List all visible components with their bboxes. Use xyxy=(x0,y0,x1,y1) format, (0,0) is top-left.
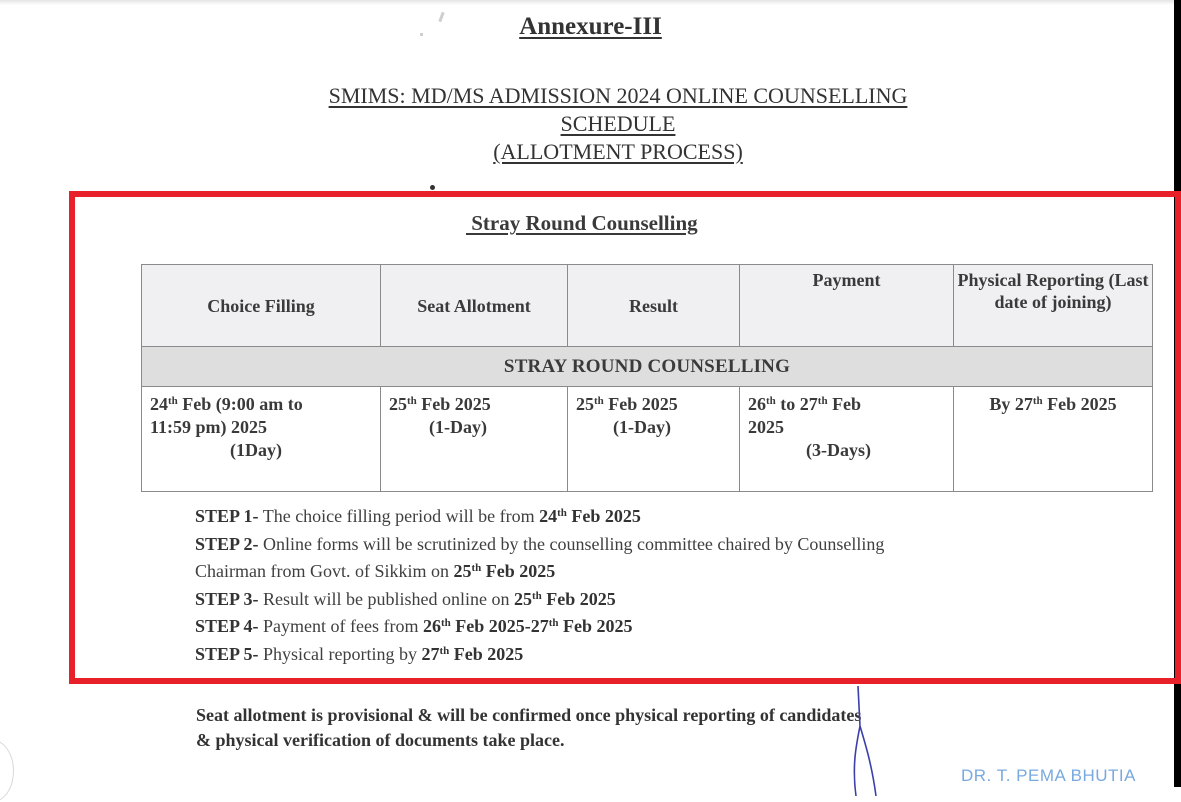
duration: (1-Day) xyxy=(429,417,487,437)
date-text: Feb (9:00 am to xyxy=(177,394,303,414)
step-label: STEP 1- xyxy=(195,506,259,526)
step-date: 26 xyxy=(422,616,441,636)
cell-result xyxy=(568,387,740,492)
ordinal-suffix: th xyxy=(557,507,567,519)
band-label: STRAY ROUND COUNSELLING xyxy=(142,347,1153,387)
ordinal-suffix: th xyxy=(407,395,417,407)
scan-dot xyxy=(430,185,435,190)
schedule-table xyxy=(141,264,1153,492)
note-line-2: & physical verification of documents take place. xyxy=(196,730,565,750)
provisional-note xyxy=(196,703,861,753)
ordinal-suffix: th xyxy=(471,562,482,574)
date-day: 26 xyxy=(748,394,766,414)
step-5 xyxy=(195,641,884,669)
cell-seat-allotment xyxy=(381,387,568,492)
header-result: Result xyxy=(568,265,740,347)
step-2 xyxy=(195,531,884,559)
ordinal-suffix: th xyxy=(594,395,604,407)
step-3 xyxy=(195,586,884,614)
step-text: Result will be published online on xyxy=(258,588,515,609)
annexure-title xyxy=(0,13,1181,41)
table-header-row xyxy=(142,265,1153,347)
ordinal-suffix: th xyxy=(817,395,828,407)
ordinal-suffix: th xyxy=(532,589,542,602)
date-day: 24 xyxy=(150,394,168,414)
signatory-stamp: DR. T. PEMA BHUTIA xyxy=(961,766,1136,785)
date-day: 25 xyxy=(576,394,594,414)
step-label: STEP 4- xyxy=(195,616,259,636)
steps-list xyxy=(195,503,884,668)
date-text: Feb 2025 xyxy=(1042,394,1117,414)
step-label: STEP 3- xyxy=(195,588,259,609)
page-top-shadow xyxy=(0,0,1181,5)
step-text: Payment of fees from xyxy=(258,616,423,636)
ordinal-suffix: th xyxy=(168,395,178,407)
main-title-line-1: SMIMS: MD/MS ADMISSION 2024 ONLINE COUNSELLING xyxy=(328,83,908,108)
step-date: Feb 2025-27 xyxy=(450,616,549,636)
step-date: Feb 2025 xyxy=(481,561,556,581)
step-text: Online forms will be scrutinized by the counselling committee chaired by Counselling xyxy=(258,533,885,554)
duration: (1Day) xyxy=(230,440,282,460)
table-row xyxy=(142,387,1153,492)
annexure-title-text: Annexure-III xyxy=(519,13,662,40)
step-date: Feb 2025 xyxy=(449,643,524,664)
step-date: 24 xyxy=(539,506,558,526)
date-text: 11:59 pm) 2025 xyxy=(150,417,267,437)
ordinal-suffix: th xyxy=(1032,395,1043,407)
step-date: Feb 2025 xyxy=(558,616,633,636)
duration: (1-Day) xyxy=(613,417,671,437)
step-1 xyxy=(195,503,884,531)
step-date: 25 xyxy=(453,561,472,581)
date-text: By 27 xyxy=(989,394,1033,414)
duration: (3-Days) xyxy=(806,440,871,460)
ordinal-suffix: th xyxy=(440,617,451,629)
step-date: Feb 2025 xyxy=(541,588,616,609)
date-text: to 27 xyxy=(775,394,818,414)
step-label: STEP 5- xyxy=(195,643,259,664)
signature-icon xyxy=(850,686,880,796)
date-text: Feb 2025 xyxy=(603,394,678,414)
ordinal-suffix: th xyxy=(548,617,559,629)
hole-punch-mark xyxy=(0,740,14,802)
note-line-1: Seat allotment is provisional & will be confirmed once physical reporting of candidates xyxy=(196,705,862,725)
step-text: The choice filling period will be from xyxy=(258,506,540,526)
table-band-row xyxy=(142,347,1153,387)
stray-round-heading: Stray Round Counselling xyxy=(466,211,698,235)
step-date: 25 xyxy=(514,588,533,609)
ordinal-suffix: th xyxy=(439,644,450,657)
step-text: Physical reporting by xyxy=(258,643,422,664)
step-4 xyxy=(195,613,884,641)
header-physical-reporting: Physical Reporting (Last date of joining) xyxy=(954,265,1153,347)
date-text: Feb 2025 xyxy=(416,394,491,414)
step-date: 27 xyxy=(421,643,440,664)
cell-physical-reporting xyxy=(954,387,1153,492)
cell-payment xyxy=(740,387,954,492)
step-label: STEP 2- xyxy=(195,533,259,554)
header-seat-allotment: Seat Allotment xyxy=(381,265,568,347)
step-2-continued xyxy=(195,558,884,586)
header-payment: Payment xyxy=(740,265,954,347)
header-choice-filling: Choice Filling xyxy=(142,265,381,347)
date-day: 25 xyxy=(389,394,407,414)
ordinal-suffix: th xyxy=(766,395,776,407)
main-title xyxy=(0,82,1181,166)
date-text: 2025 xyxy=(748,417,784,437)
date-text: Feb xyxy=(827,394,862,414)
main-title-line-3: (ALLOTMENT PROCESS) xyxy=(493,139,743,164)
step-text: Chairman from Govt. of Sikkim on xyxy=(195,561,454,581)
step-date: Feb 2025 xyxy=(566,506,641,526)
main-title-line-2: SCHEDULE xyxy=(560,111,676,136)
cell-choice-filling xyxy=(142,387,381,492)
